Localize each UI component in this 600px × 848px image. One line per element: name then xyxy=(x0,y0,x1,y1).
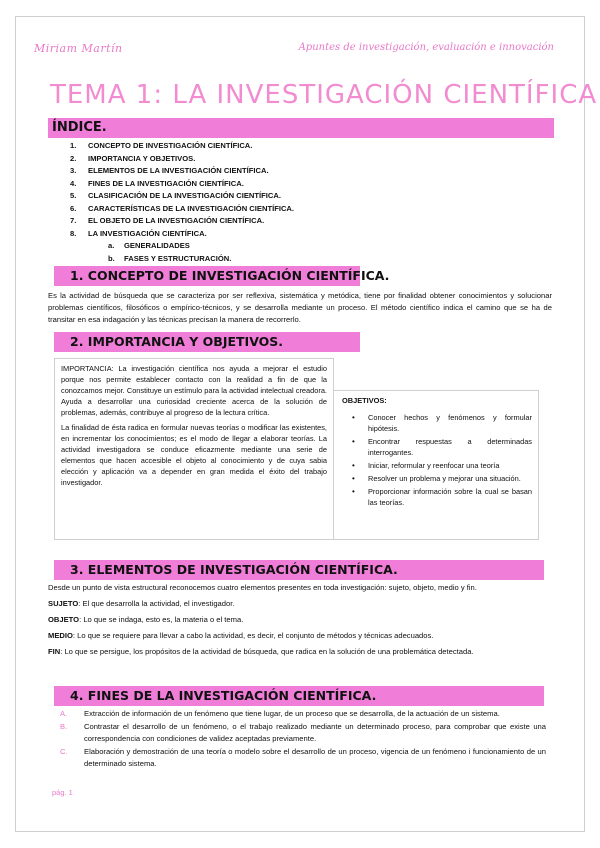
toc-number: 2. xyxy=(70,153,77,163)
table-of-contents xyxy=(70,140,530,265)
objective-text: Conocer hechos y fenómenos y formular hipótesis. xyxy=(368,413,532,433)
element-label: FIN xyxy=(48,647,61,656)
fines-item xyxy=(56,746,546,770)
toc-text: CONCEPTO DE INVESTIGACIÓN CIENTÍFICA. xyxy=(88,141,253,150)
toc-number: 4. xyxy=(70,178,77,188)
toc-number: 3. xyxy=(70,166,77,175)
objective-text: Iniciar, reformular y reenfocar una teoría xyxy=(368,461,500,470)
toc-text: CARACTERÍSTICAS DE LA INVESTIGACIÓN CIENTÍFICA. xyxy=(88,203,295,213)
toc-item xyxy=(70,215,530,228)
index-heading: ÍNDICE. xyxy=(48,118,554,138)
toc-item xyxy=(70,190,530,203)
toc-item xyxy=(70,228,530,241)
toc-number: 1. xyxy=(70,141,77,150)
fines-text: Contrastar el desarrollo de un fenómeno, o el trabajo realizado mediante un determinado proceso, para comprobar que existe una correspondencia con condiciones de validez aceptadas previamente. xyxy=(84,722,546,743)
toc-number: a. xyxy=(108,241,115,250)
fines-letter: C. xyxy=(60,747,68,756)
toc-number: 8. xyxy=(70,228,77,238)
toc-item xyxy=(70,140,530,153)
element-objeto xyxy=(48,614,552,626)
toc-number: b. xyxy=(108,253,115,263)
section3-heading: 3. ELEMENTOS DE INVESTIGACIÓN CIENTÍFICA. xyxy=(54,560,544,580)
fines-text: Elaboración y demostración de una teoría o modelo sobre el desarrollo de un proceso, vigencia de un fenómeno i funcionamiento de un determinado sistema. xyxy=(84,747,546,768)
element-text: : Lo que se persigue, los propósitos de la actividad de búsqueda, que radica en la solución de una problemática detectada. xyxy=(60,647,474,656)
section3-intro: Desde un punto de vista estructural reconocemos cuatro elementos presentes en toda investigación: sujeto, objeto, medio y fin. xyxy=(48,583,477,592)
element-medio xyxy=(48,630,552,642)
objective-text: Encontrar respuestas a determinadas interrogantes. xyxy=(368,437,532,457)
page-number: pág. 1 xyxy=(52,788,73,797)
toc-item xyxy=(70,165,530,178)
element-fin xyxy=(48,646,552,658)
importance-paragraph: IMPORTANCIA: La investigación científica nos ayuda a mejorar el estudio porque nos permite establecer contacto con la realidad a fin de que la conozcamos mejor. Constituye un estímulo para la actividad intelectual creadora. Ayuda a desarrollar una curiosidad creciente acerca de la solución de problemas, además, contribuye al progreso de la lectura crítica. xyxy=(61,364,327,417)
toc-item xyxy=(70,203,530,216)
toc-text: CLASIFICACIÓN DE LA INVESTIGACIÓN CIENTÍFICA. xyxy=(88,191,281,200)
document-title: TEMA 1: LA INVESTIGACIÓN CIENTÍFICA xyxy=(50,80,598,110)
toc-text: FASES Y ESTRUCTURACIÓN. xyxy=(124,253,232,263)
fines-item xyxy=(56,721,546,745)
fines-letter: B. xyxy=(60,722,68,731)
toc-text: LA INVESTIGACIÓN CIENTÍFICA. xyxy=(88,228,207,238)
element-text: : Lo que se indaga, esto es, la materia o el tema. xyxy=(79,615,244,624)
objectives-title: OBJETIVOS: xyxy=(342,396,387,405)
objective-item xyxy=(340,436,532,458)
fines-item xyxy=(56,708,546,720)
section1-text: Es la actividad de búsqueda que se caracteriza por ser reflexiva, sistemática y metódica, tiene por finalidad obtener conocimientos y solucionar problemas científicos, filosóficos o empírico-técnicos, y se desarrolla mediante un proceso. El método científico indica el camino que se ha de transitar en esa indagación y las técnicas precisan la manera de recorrerlo. xyxy=(48,291,552,324)
element-sujeto xyxy=(48,598,552,610)
objectives-list xyxy=(340,412,532,508)
toc-text: GENERALIDADES xyxy=(124,241,190,250)
toc-text: ELEMENTOS DE LA INVESTIGACIÓN CIENTÍFICA. xyxy=(88,166,269,175)
section4-heading: 4. FINES DE LA INVESTIGACIÓN CIENTÍFICA. xyxy=(54,686,544,706)
bullet-icon: • xyxy=(352,461,355,470)
bullet-icon: • xyxy=(352,413,355,422)
toc-text: IMPORTANCIA Y OBJETIVOS. xyxy=(88,153,196,163)
header-subject: Apuntes de investigación, evaluación e innovación xyxy=(298,42,554,53)
toc-subitem xyxy=(70,240,530,253)
toc-item xyxy=(70,153,530,166)
element-label: SUJETO xyxy=(48,599,79,608)
element-text: : Lo que se requiere para llevar a cabo la actividad, es decir, el conjunto de métodos y técnicas adecuados. xyxy=(72,631,434,640)
section2-heading: 2. IMPORTANCIA Y OBJETIVOS. xyxy=(54,332,360,352)
fines-letter: A. xyxy=(60,709,68,718)
objective-text: Resolver un problema y mejorar una situación. xyxy=(368,474,521,483)
toc-number: 7. xyxy=(70,216,77,225)
fines-text: Extracción de información de un fenómeno que tiene lugar, de un proceso que se desarrolla, de la actuación de un sistema. xyxy=(84,709,500,718)
toc-text: FINES DE LA INVESTIGACIÓN CIENTÍFICA. xyxy=(88,178,244,188)
bullet-icon: • xyxy=(352,437,355,446)
bullet-icon: • xyxy=(352,487,355,496)
objective-item xyxy=(340,473,532,484)
header-author: Miriam Martín xyxy=(34,42,123,55)
importance-paragraph: La finalidad de ésta radica en formular nuevas teorías o modificar las existentes, en incrementar los conocimientos; es el modo de llegar a elaborar teorías. La actividad investigadora se conduce eficazmente mediante una serie de elementos que hacen accesible el objeto al conocimiento y de cuya sabia elección y aplicación va a depender en gran medida el éxito del trabajo investigador. xyxy=(61,423,327,487)
section3-body xyxy=(48,582,552,662)
objective-text: Proporcionar información sobre la cual se basan las teorías. xyxy=(368,487,532,507)
objective-item xyxy=(340,412,532,434)
objective-item xyxy=(340,460,532,471)
toc-number: 5. xyxy=(70,191,77,200)
importance-box xyxy=(54,358,334,540)
objective-item xyxy=(340,486,532,508)
element-label: MEDIO xyxy=(48,631,73,640)
objectives-box xyxy=(333,390,539,540)
section4-list xyxy=(56,708,546,771)
bullet-icon: • xyxy=(352,474,355,483)
toc-item xyxy=(70,178,530,191)
section1-heading: 1. CONCEPTO DE INVESTIGACIÓN CIENTÍFICA. xyxy=(54,266,360,286)
element-text: : El que desarrolla la actividad, el investigador. xyxy=(78,599,235,608)
element-label: OBJETO xyxy=(48,615,80,624)
toc-subitem xyxy=(70,253,530,266)
toc-text: EL OBJETO DE LA INVESTIGACIÓN CIENTÍFICA. xyxy=(88,216,265,225)
toc-number: 6. xyxy=(70,203,77,213)
